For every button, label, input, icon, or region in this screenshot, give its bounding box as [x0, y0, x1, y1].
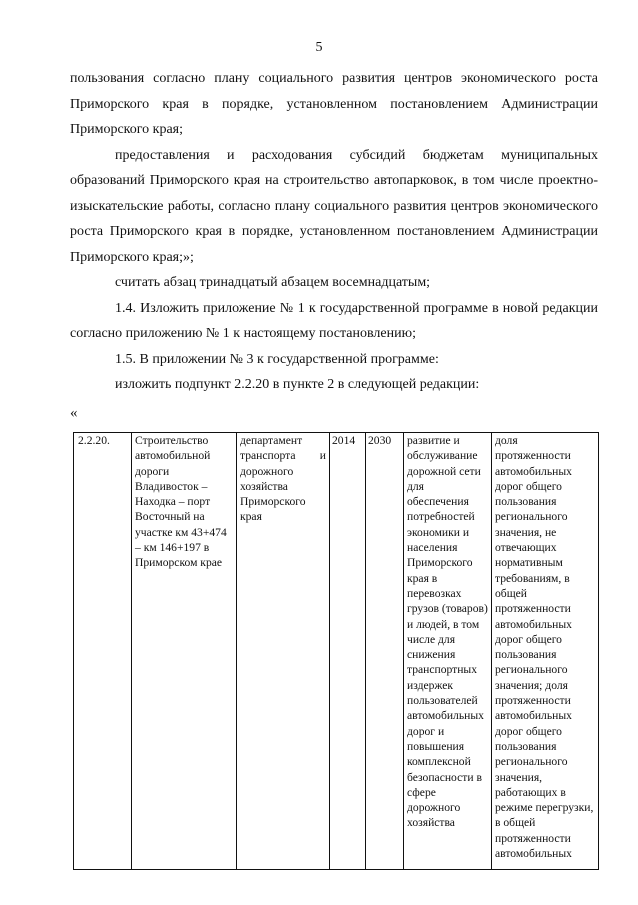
cell-event: Строительство автомобильной дороги Владивосток – Находка – порт Восточный на участке км 43+474 – км 146+197 в Приморском крае: [132, 433, 237, 870]
table-row: [74, 433, 599, 870]
cell-code: 2.2.20.: [74, 433, 132, 870]
cell-executor: департамент транспорта и дорожного хозяйства Приморского края: [237, 433, 330, 870]
program-table: [73, 432, 599, 870]
paragraph-4: 1.4. Изложить приложение № 1 к государственной программе в новой редакции согласно приложению № 1 к настоящему постановлению;: [70, 300, 598, 341]
cell-indicator: доля протяженности автомобильных дорог общего пользования регионального значения, не отвечающих нормативным требованиям, в общей протяженности автомобильных дорог общего пользования регионального значения; доля протяженности автомобильных дорог общего пользования регионального значения, работающих в режиме перегрузки, в общей протяженности автомобильных: [492, 433, 599, 870]
paragraph-1: пользования согласно плану социального развития центров экономического роста Приморского края в порядке, установленном постановлением Администрации Приморского края;: [70, 71, 598, 137]
cell-result: развитие и обслуживание дорожной сети для обеспечения потребностей экономики и населения Приморского края в перевозках грузов (товаров) и людей, в том числе для снижения транспортных издержек пользователей автомобильных дорог и повышения комплексной безопасности в сфере дорожного хозяйства: [404, 433, 492, 870]
opening-quote-mark: «: [70, 405, 78, 421]
paragraph-6: изложить подпункт 2.2.20 в пункте 2 в следующей редакции:: [115, 377, 480, 392]
paragraph-2: предоставления и расходования субсидий бюджетам муниципальных образований Приморского края на строительство автопарковок, в том числе проектно-изыскательские работы, согласно плану социального развития центров экономического роста Приморского края в порядке, установленном постановлением Администрации Приморского края;»;: [70, 147, 598, 265]
paragraph-3: считать абзац тринадцатый абзацем восемнадцатым;: [115, 275, 431, 290]
cell-start-year: 2014: [330, 433, 366, 870]
page-number: 5: [315, 40, 323, 55]
cell-end-year: 2030: [366, 433, 404, 870]
paragraph-5: 1.5. В приложении № 3 к государственной программе:: [115, 351, 439, 367]
body-text: [70, 66, 598, 398]
